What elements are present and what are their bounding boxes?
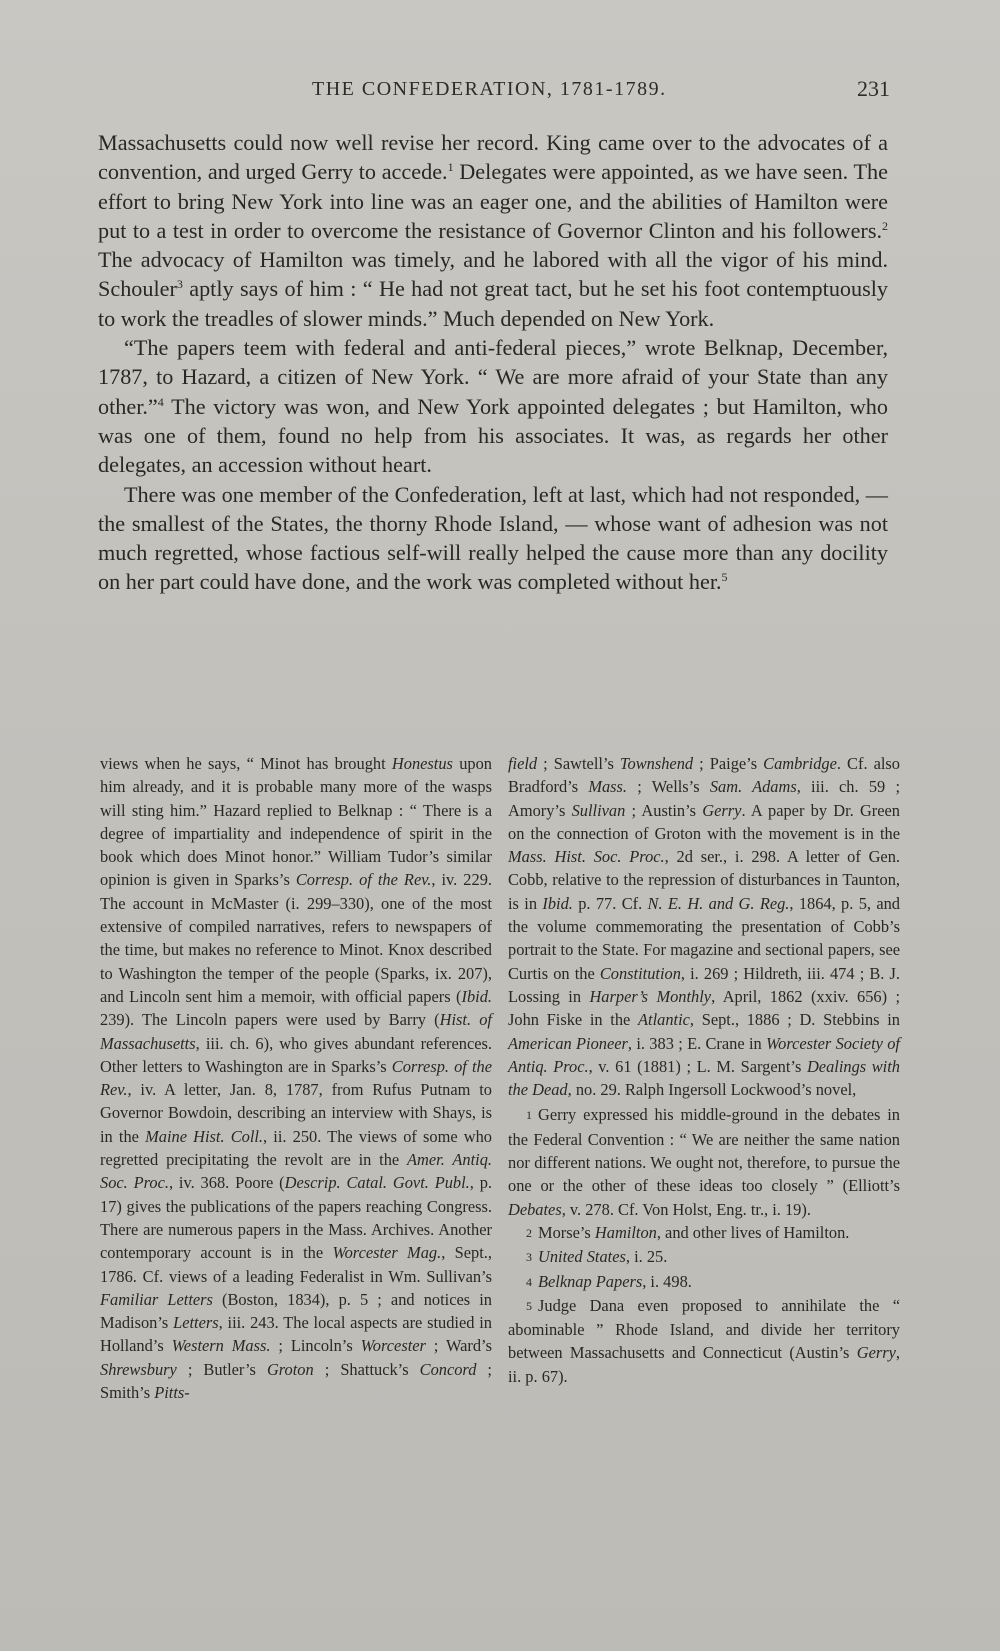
footnote-ref-3: 3 bbox=[176, 277, 183, 292]
footnote-ref-1: 1 bbox=[447, 160, 454, 175]
text-run: , Sept., 1786. Cf. views of a leading Federalist in Wm. Sullivan’s bbox=[100, 1243, 492, 1286]
text-run: , i. 498. bbox=[642, 1271, 692, 1291]
text-run: There was one member of the Confederation, left at last, which had not responded, — the smallest of the States, the thorny Rhode Island, — whose want of adhesion was not much regretted, whose factious self-will really helped the cause more than any docility on her part could have done, and the work was completed without her. bbox=[98, 481, 888, 595]
text-run: , i. 25. bbox=[625, 1247, 668, 1267]
text-run: The victory was won, and New York appointed delegates ; but Hamilton, who was one of them, found no help from his associates. It was, as regards her other delegates, an accession without heart. bbox=[98, 393, 888, 478]
notes-section bbox=[100, 752, 900, 1404]
title-run: field bbox=[508, 754, 538, 773]
text-run: aptly says of him : “ He had not great tact, but he set his foot contemptuously to work the treadles of slower minds.” Much depended on New York. bbox=[98, 276, 888, 331]
title-run: Constitution bbox=[599, 963, 681, 983]
title-run: Corresp. of the Rev. bbox=[295, 870, 432, 890]
text-run: , iii. ch. 59 ; Amory’s bbox=[508, 777, 900, 820]
text-run: , 1864, p. 5, and the volume commemorating the presentation of Cobb’s portrait to the State. For magazine and sectional papers, see Curtis on the bbox=[508, 893, 900, 983]
note-continuation bbox=[100, 752, 492, 1404]
text-run: , iv. 368. Poore ( bbox=[168, 1173, 285, 1193]
text-run: , i. 383 ; E. Crane in bbox=[627, 1033, 767, 1053]
title-run: Concord bbox=[419, 1359, 477, 1379]
title-run: Atlantic bbox=[638, 1010, 690, 1030]
title-run: Groton bbox=[266, 1359, 314, 1379]
text-run: , ii. 250. The views of some who regretted precipitating the revolt are in the bbox=[100, 1126, 493, 1170]
main-text bbox=[98, 128, 888, 597]
title-run: Honestus bbox=[391, 754, 453, 773]
title-run: United States bbox=[538, 1247, 626, 1267]
notes-column-right bbox=[508, 752, 900, 1404]
text-run: ; Smith’s bbox=[100, 1359, 492, 1403]
notes-column-left bbox=[100, 752, 492, 1404]
title-run: Corresp. of the Rev. bbox=[100, 1056, 492, 1100]
title-run: Sam. Adams bbox=[709, 777, 797, 797]
text-run: ; Paige’s bbox=[693, 754, 764, 773]
footnote-number: 4 bbox=[526, 1274, 532, 1289]
footnote-number: 1 bbox=[526, 1108, 532, 1123]
text-run: 239). The Lincoln papers were used by Barry ( bbox=[100, 1010, 440, 1030]
running-head: THE CONFEDERATION, 1781-1789. bbox=[312, 78, 667, 100]
text-run: Gerry expressed his middle-ground in the debates in the Federal Convention : “ We are neither the same nation nor different nations. We ought not, therefore, to pursue the one or the other of these ideas too closely ” (Elliott’s bbox=[508, 1105, 900, 1196]
page-header bbox=[100, 78, 890, 108]
title-run: Debates bbox=[508, 1199, 562, 1219]
title-run: Western Mass. bbox=[171, 1336, 271, 1356]
text-run: . Cf. also Bradford’s bbox=[508, 754, 900, 797]
title-run: American Pioneer bbox=[508, 1033, 628, 1053]
footnote-ref-2: 2 bbox=[882, 218, 888, 233]
title-run: Hamilton bbox=[594, 1222, 657, 1242]
title-run: Shrewsbury bbox=[100, 1359, 177, 1379]
footnote-5 bbox=[508, 1294, 900, 1388]
footnote-number: 5 bbox=[526, 1298, 532, 1313]
text-run: ; Ward’s bbox=[425, 1336, 492, 1356]
note-continuation bbox=[508, 752, 900, 1101]
title-run: Cambridge bbox=[763, 754, 837, 773]
text-run: ; Wells’s bbox=[627, 777, 710, 797]
text-run: (Boston, 1834), p. 5 ; and notices in Madison’s bbox=[100, 1289, 492, 1333]
title-run: Worcester bbox=[360, 1336, 426, 1356]
paragraph-2 bbox=[98, 333, 888, 479]
title-run: Sullivan bbox=[571, 800, 626, 820]
text-run: ; Sawtell’s bbox=[537, 754, 620, 773]
paragraph-1 bbox=[98, 128, 888, 333]
text-run: , and other lives of Hamilton. bbox=[656, 1222, 850, 1242]
text-run: , iii. ch. 6), who gives abundant references. Other letters to Washington are in Sparks’s bbox=[100, 1033, 492, 1076]
page-number: 231 bbox=[857, 76, 890, 101]
footnote-2 bbox=[508, 1221, 900, 1245]
text-run: , 2d ser., i. 298. A letter of Gen. Cobb, relative to the repression of disturbances in Taunton, is in bbox=[508, 847, 901, 913]
title-run: Letters bbox=[173, 1313, 219, 1333]
footnote-1 bbox=[508, 1103, 900, 1220]
text-run: ; Butler’s bbox=[176, 1359, 267, 1379]
text-run: , iii. 243. The local aspects are studied in Holland’s bbox=[100, 1313, 492, 1356]
title-run: Familiar Letters bbox=[100, 1289, 213, 1309]
text-run: , i. 269 ; Hildreth, iii. 474 ; B. J. Lossing in bbox=[508, 963, 900, 1006]
title-run: Gerry bbox=[856, 1343, 896, 1363]
text-run: ; Lincoln’s bbox=[270, 1336, 361, 1356]
footnote-number: 2 bbox=[526, 1225, 532, 1240]
text-run: , v. 278. Cf. Von Holst, Eng. tr., i. 19). bbox=[561, 1199, 811, 1219]
title-run: Ibid. bbox=[542, 893, 573, 913]
text-run: upon him already, and it is probable many more of the wasps will sting him.” Hazard replied to Belknap : “ There is a degree of impartiality and independence of spirit in the book which does Minot honor.” William Tudor’s similar opinion is given in Sparks’s bbox=[100, 754, 492, 890]
text-run: , ii. p. 67). bbox=[508, 1343, 900, 1386]
footnote-number: 3 bbox=[526, 1250, 532, 1265]
paragraph-3 bbox=[98, 480, 888, 597]
title-run: Hist. of Massachusetts bbox=[100, 1010, 492, 1053]
title-run: Mass. Hist. Soc. Proc. bbox=[508, 847, 665, 867]
text-run: , no. 29. Ralph Ingersoll Lockwood’s novel, bbox=[567, 1080, 857, 1100]
title-run: Amer. Antiq. Soc. Proc. bbox=[100, 1150, 492, 1193]
title-run: Worcester Mag. bbox=[332, 1243, 442, 1263]
title-run: Belknap Papers bbox=[538, 1271, 643, 1291]
text-run: , p. 17) gives the publications of the papers reaching Congress. There are numerous papers in the Mass. Archives. Another contemporary account is in the bbox=[100, 1173, 492, 1263]
title-run: Maine Hist. Coll. bbox=[145, 1126, 264, 1146]
title-run: Mass. bbox=[588, 777, 628, 797]
text-run: Morse’s bbox=[538, 1222, 595, 1242]
text-run: ; Austin’s bbox=[625, 800, 703, 820]
title-run: Dealings with the Dead bbox=[508, 1056, 900, 1100]
text-run: , April, 1862 (xxiv. 656) ; John Fiske in the bbox=[508, 986, 901, 1030]
title-run: Harper’s Monthly bbox=[589, 986, 712, 1006]
text-run: , iv. A letter, Jan. 8, 1787, from Rufus Putnam to Governor Bowdoin, describing an interview with Shays, is in the bbox=[100, 1080, 492, 1146]
text-run: Massachusetts could now well revise her record. King came over to the advocates of a convention, and urged Gerry to accede. bbox=[98, 130, 888, 185]
title-run: Ibid. bbox=[461, 986, 492, 1006]
text-run: . A paper by Dr. Green on the connection of Groton with the movement is in the bbox=[508, 800, 900, 843]
text-run: , iv. 229. The account in McMaster (i. 299–330), one of the most extensive of compiled narratives, refers to newspapers of the time, but makes no reference to Minot. Knox described to Washington the temper of the people (Sparks, ix. 207), and Lincoln sent him a memoir, with official papers ( bbox=[100, 870, 492, 1006]
footnote-ref-5: 5 bbox=[721, 570, 728, 585]
footnote-3 bbox=[508, 1245, 900, 1269]
title-run: Worcester Society of Antiq. Proc. bbox=[508, 1033, 900, 1076]
title-run: Townshend bbox=[619, 754, 694, 773]
footnote-ref-4: 4 bbox=[157, 394, 164, 409]
text-run: , Sept., 1886 ; D. Stebbins in bbox=[689, 1010, 900, 1030]
title-run: Descrip. Catal. Govt. Publ. bbox=[284, 1173, 470, 1193]
text-run: p. 77. Cf. bbox=[572, 893, 648, 913]
text-run: ; Shattuck’s bbox=[313, 1359, 420, 1379]
footnote-4 bbox=[508, 1270, 900, 1294]
text-run: Delegates were appointed, as we have seen. The effort to bring New York into line was an eager one, and the abilities of Hamilton were put to a test in order to overcome the resistance of Governor Clinton and his followers. bbox=[98, 159, 888, 243]
text-run: “The papers teem with federal and anti-federal pieces,” wrote Belknap, December, 1787, to Hazard, a citizen of New York. “ We are more afraid of your State than any other.” bbox=[98, 335, 888, 419]
title-run: Gerry bbox=[702, 800, 742, 820]
text-run: , v. 61 (1881) ; L. M. Sargent’s bbox=[588, 1056, 807, 1076]
title-run: Pitts- bbox=[154, 1383, 190, 1403]
title-run: N. E. H. and G. Reg. bbox=[647, 893, 790, 913]
text-run: The advocacy of Hamilton was timely, and he labored with all the vigor of his mind. Schouler bbox=[98, 247, 888, 302]
text-run: Judge Dana even proposed to annihilate the “ abominable ” Rhode Island, and divide her territory between Massachusetts and Connecticut (Austin’s bbox=[508, 1295, 900, 1363]
text-run: views when he says, “ Minot has brought bbox=[100, 754, 392, 773]
